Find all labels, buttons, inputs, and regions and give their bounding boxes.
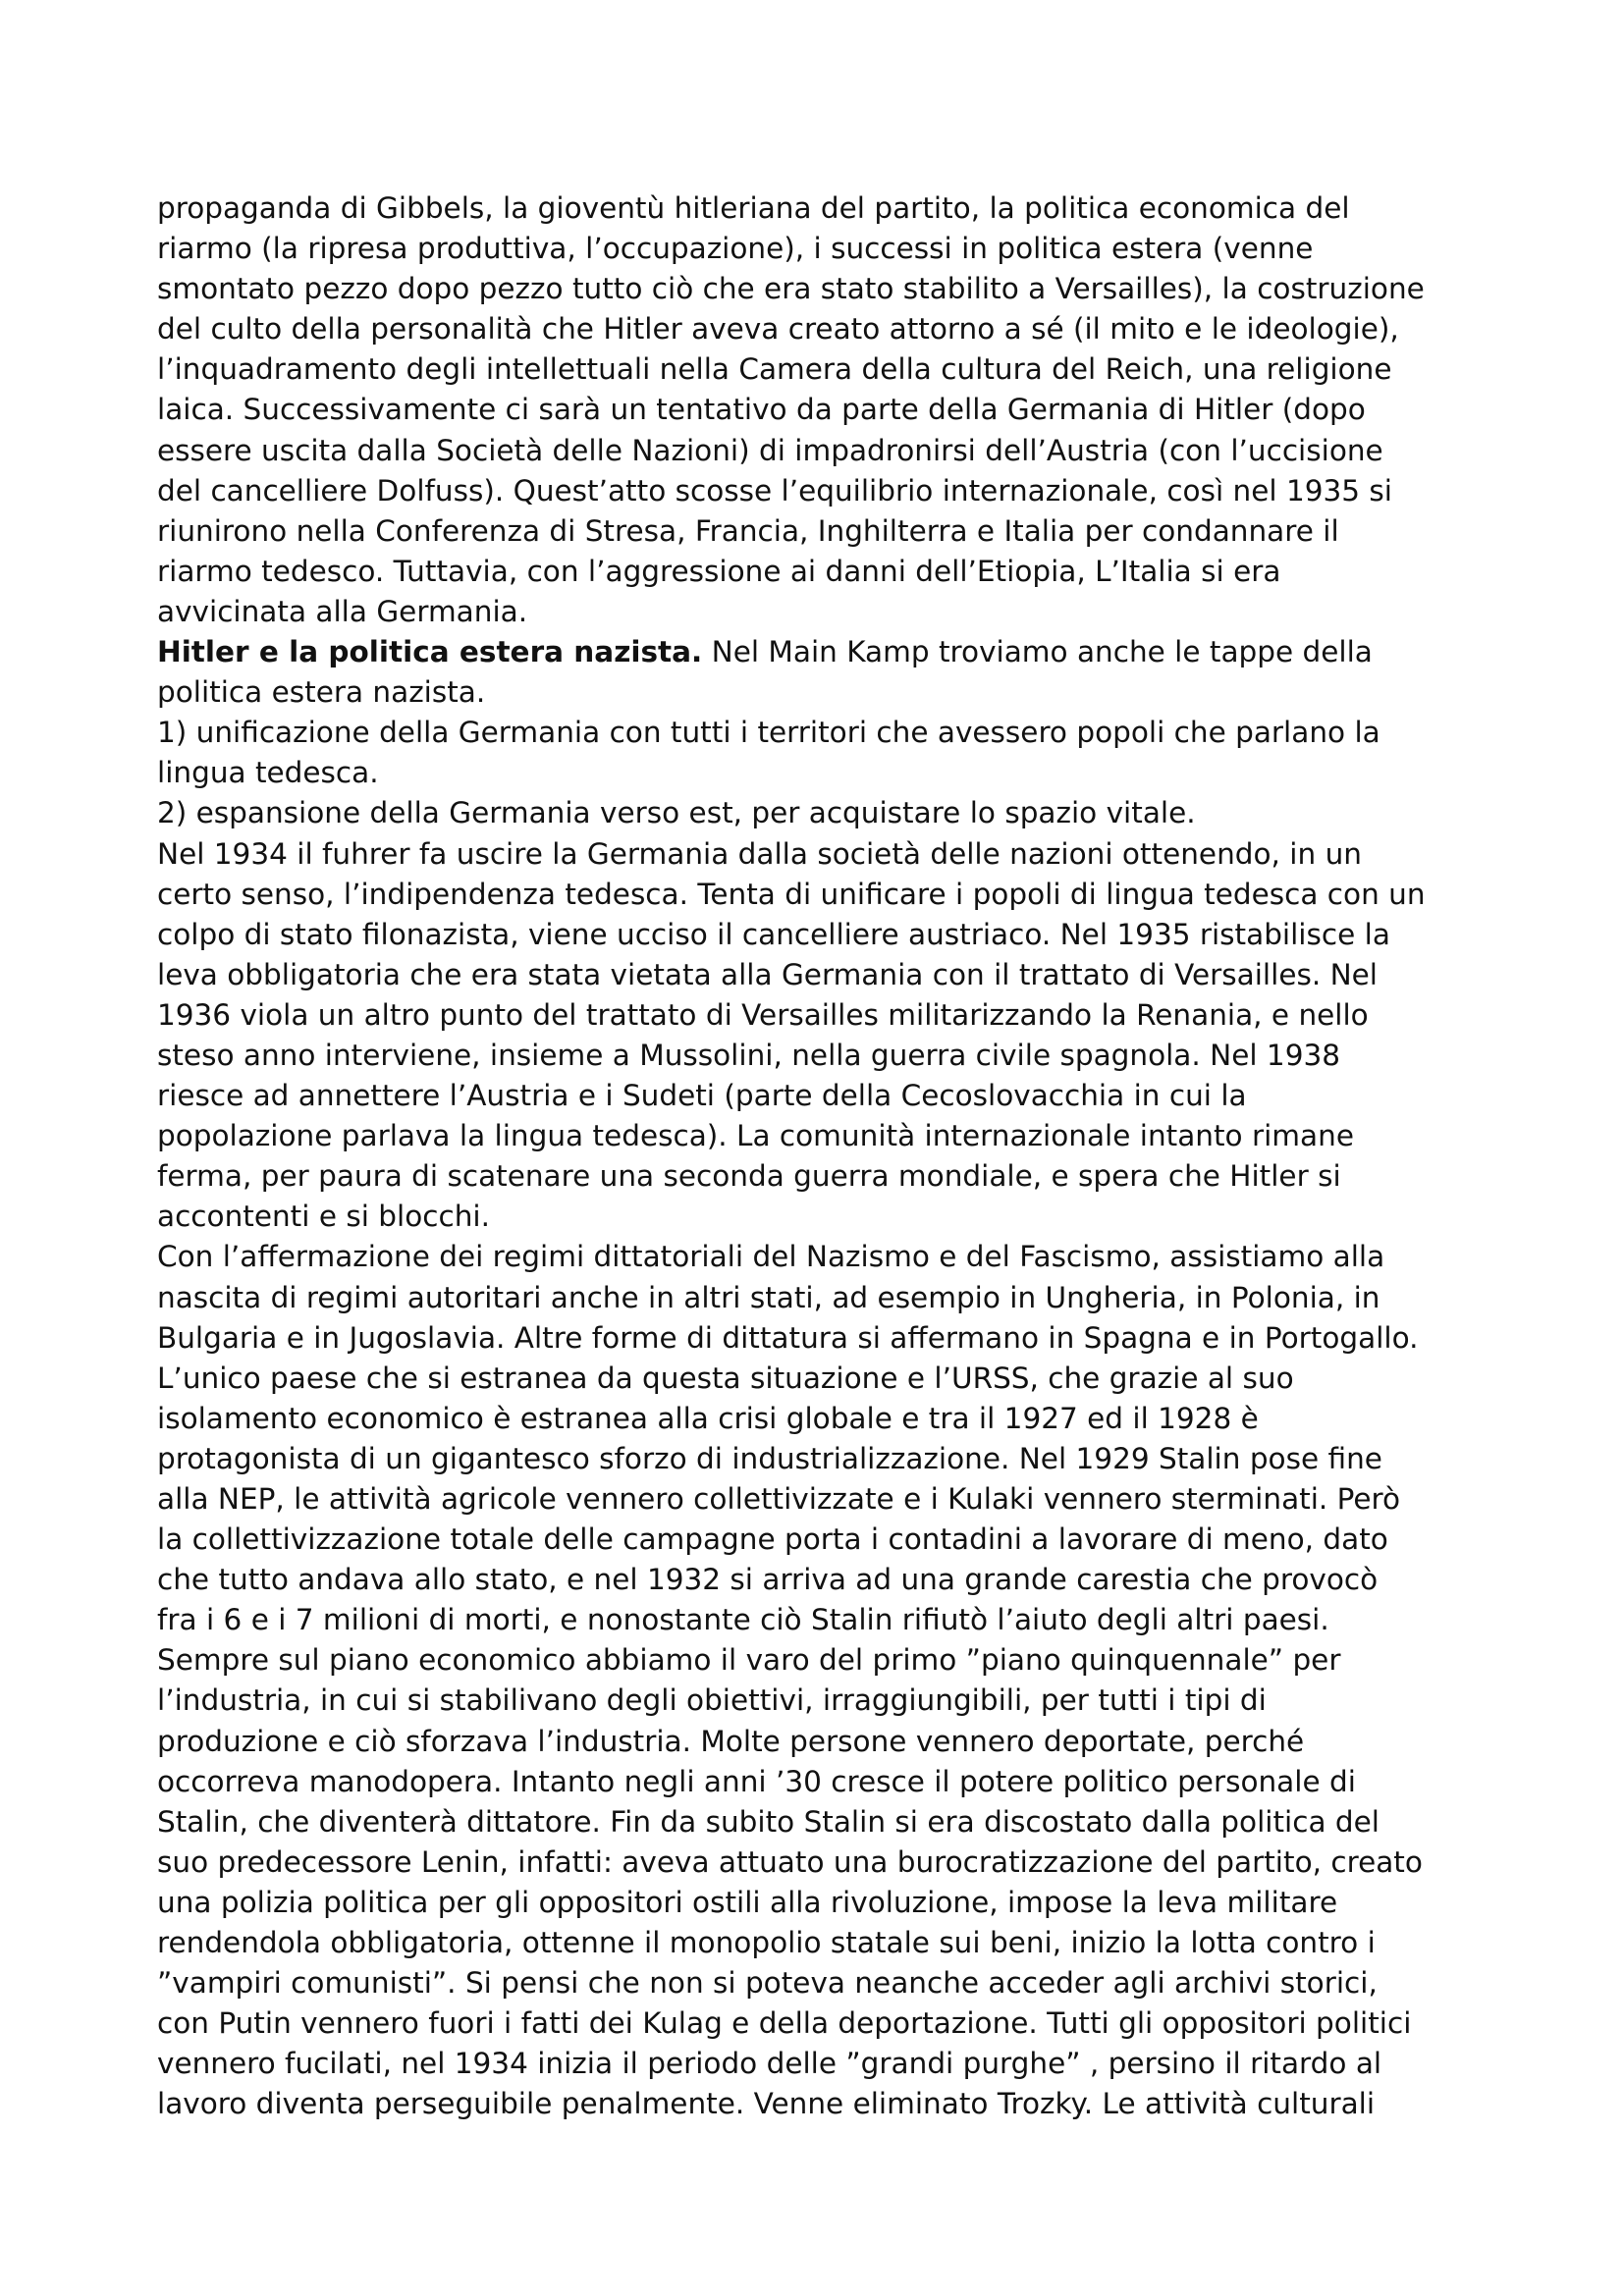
line-text: Bulgaria e in Jugoslavia. Altre forme di dittatura si affermano in Spagna e in Portogallo. [157,1320,1419,1355]
text-line [157,1156,1492,1197]
line-text: politica estera nazista. [157,675,486,710]
line-text: Nel 1934 il fuhrer fa uscire la Germania dalla società delle nazioni ottenendo, in un [157,836,1362,871]
line-text: 1) unificazione della Germania con tutti i territori che avessero popoli che parlano la [157,716,1380,750]
line-text: del culto della personalità che Hitler aveva creato attorno a sé (il mito e le ideologie), [157,312,1399,347]
line-text: isolamento economico è estranea alla crisi globale e tra il 1927 ed il 1928 è [157,1401,1259,1435]
line-text: avvicinata alla Germania. [157,594,528,628]
text-line [157,592,1492,632]
text-line [157,1036,1492,1076]
text-line [157,875,1492,915]
line-text: laica. Successivamente ci sarà un tentativo da parte della Germania di Hitler (dopo [157,393,1366,427]
text-line [157,1923,1492,1963]
text-line [157,1479,1492,1520]
line-text: rendendola obbligatoria, ottenne il monopolio statale sui beni, inizio la lotta contro i [157,1926,1376,1960]
text-line [157,431,1492,471]
text-line [157,915,1492,955]
text-line [157,753,1492,793]
line-text: 1936 viola un altro punto del trattato di Versailles militarizzando la Renania, e nello [157,997,1369,1032]
text-line [157,552,1492,592]
line-text: 2) espansione della Germania verso est, per acquistare lo spazio vitale. [157,796,1196,830]
line-text: l’industria, in cui si stabilivano degli obiettivi, irraggiungibili, per tutti i tipi di [157,1683,1267,1718]
line-text: steso anno interviene, insieme a Mussolini, nella guerra civile spagnola. Nel 1938 [157,1038,1341,1072]
text-line [157,1197,1492,1237]
line-text: suo predecessore Lenin, infatti: aveva attuato una burocratizzazione del partito, creato [157,1844,1423,1879]
line-text: vennero fucilati, nel 1934 inizia il periodo delle ”grandi purghe” , persino il ritardo al [157,2047,1382,2081]
line-text: L’unico paese che si estranea da questa situazione e l’URSS, che grazie al suo [157,1361,1294,1395]
text-line [157,1237,1492,1277]
text-line [157,834,1492,875]
text-line [157,1883,1492,1923]
text-line [157,1318,1492,1359]
line-text: colpo di stato filonazista, viene ucciso il cancelliere austriaco. Nel 1935 ristabilisce la [157,917,1390,951]
text-line [157,188,1492,229]
line-text: una polizia politica per gli oppositori ostili alla rivoluzione, impose la leva militare [157,1885,1338,1919]
line-text: con Putin vennero fuori i fatti dei Kulag e della deportazione. Tutti gli oppositori politici [157,2006,1412,2041]
text-line [157,390,1492,430]
section-heading: Hitler e la politica estera nazista. [157,635,703,669]
line-text: fra i 6 e i 7 milioni di morti, e nonostante ciò Stalin rifiutò l’aiuto degli altri paesi. [157,1603,1329,1637]
line-text: riarmo (la ripresa produttiva, l’occupazione), i successi in politica estera (venne [157,232,1314,266]
text-line [157,793,1492,833]
text-line [157,1278,1492,1318]
text-line [157,1560,1492,1600]
text-line [157,1399,1492,1439]
line-text: occorreva manodopera. Intanto negli anni ’30 cresce il potere politico personale di [157,1764,1356,1798]
line-text: protagonista di un gigantesco sforzo di industrializzazione. Nel 1929 Stalin pose fine [157,1441,1382,1475]
line-text: riunirono nella Conferenza di Stresa, Francia, Inghilterra e Italia per condannare il [157,513,1339,548]
text-line [157,471,1492,511]
text-line [157,1640,1492,1681]
line-text: che tutto andava allo stato, e nel 1932 si arriva ad una grande carestia che provocò [157,1563,1379,1597]
text-line [157,2084,1492,2124]
line-text: riesce ad annettere l’Austria e i Sudeti (parte della Cecoslovacchia in cui la [157,1079,1247,1113]
text-line [157,1520,1492,1560]
line-text: propaganda di Gibbels, la gioventù hitleriana del partito, la politica economica del [157,191,1350,225]
line-text: popolazione parlava la lingua tedesca). La comunità internazionale intanto rimane [157,1119,1354,1153]
text-line [157,1762,1492,1802]
text-line [157,1600,1492,1640]
line-text: Sempre sul piano economico abbiamo il varo del primo ”piano quinquennale” per [157,1643,1341,1678]
text-line [157,1722,1492,1762]
line-text: ferma, per paura di scatenare una seconda guerra mondiale, e spera che Hitler si [157,1159,1341,1194]
text-line [157,1439,1492,1479]
line-text: Stalin, che diventerà dittatore. Fin da subito Stalin si era discostato dalla politica del [157,1804,1380,1839]
line-text: accontenti e si blocchi. [157,1200,490,1234]
text-line [157,2003,1492,2044]
line-text: nascita di regimi autoritari anche in altri stati, ad esempio in Ungheria, in Polonia, in [157,1280,1380,1314]
text-line [157,2044,1492,2084]
text-line [157,349,1492,390]
text-line [157,511,1492,552]
line-text: lingua tedesca. [157,756,379,790]
line-text: essere uscita dalla Società delle Nazioni) di impadronirsi dell’Austria (con l’uccisione [157,433,1383,467]
line-text: lavoro diventa perseguibile penalmente. Venne eliminato Trozky. Le attività culturali [157,2087,1376,2121]
line-text: alla NEP, le attività agricole vennero collettivizzate e i Kulaki vennero sterminati. Però [157,1482,1401,1516]
line-text: del cancelliere Dolfuss). Quest’atto scosse l’equilibrio internazionale, così nel 1935 si [157,473,1392,507]
line-text: leva obbligatoria che era stata vietata alla Germania con il trattato di Versailles. Nel [157,957,1379,991]
text-line [157,229,1492,269]
text-line [157,995,1492,1036]
line-text: smontato pezzo dopo pezzo tutto ciò che era stato stabilito a Versailles), la costruzione [157,272,1425,306]
line-text: produzione e ciò sforzava l’industria. Molte persone vennero deportate, perché [157,1724,1305,1758]
body-text [157,188,1492,2125]
line-text: certo senso, l’indipendenza tedesca. Tenta di unificare i popoli di lingua tedesca con un [157,877,1426,911]
line-text: la collettivizzazione totale delle campagne porta i contadini a lavorare di meno, dato [157,1522,1388,1557]
text-line [157,269,1492,309]
text-line [157,955,1492,995]
text-line [157,632,1492,672]
text-line [157,309,1492,349]
text-line [157,1842,1492,1883]
text-line [157,1963,1492,2003]
text-line [157,713,1492,753]
text-line [157,1802,1492,1842]
text-line [157,1359,1492,1399]
line-text: l’inquadramento degli intellettuali nella Camera della cultura del Reich, una religione [157,352,1392,387]
line-text: Nel Main Kamp troviamo anche le tappe della [702,635,1373,669]
text-line [157,672,1492,713]
line-text: riarmo tedesco. Tuttavia, con l’aggressione ai danni dell’Etiopia, L’Italia si era [157,554,1281,588]
text-line [157,1116,1492,1156]
text-line [157,1076,1492,1116]
line-text: Con l’affermazione dei regimi dittatoriali del Nazismo e del Fascismo, assistiamo alla [157,1240,1385,1274]
text-line [157,1681,1492,1721]
line-text: ”vampiri comunisti”. Si pensi che non si poteva neanche acceder agli archivi storici, [157,1966,1378,2001]
